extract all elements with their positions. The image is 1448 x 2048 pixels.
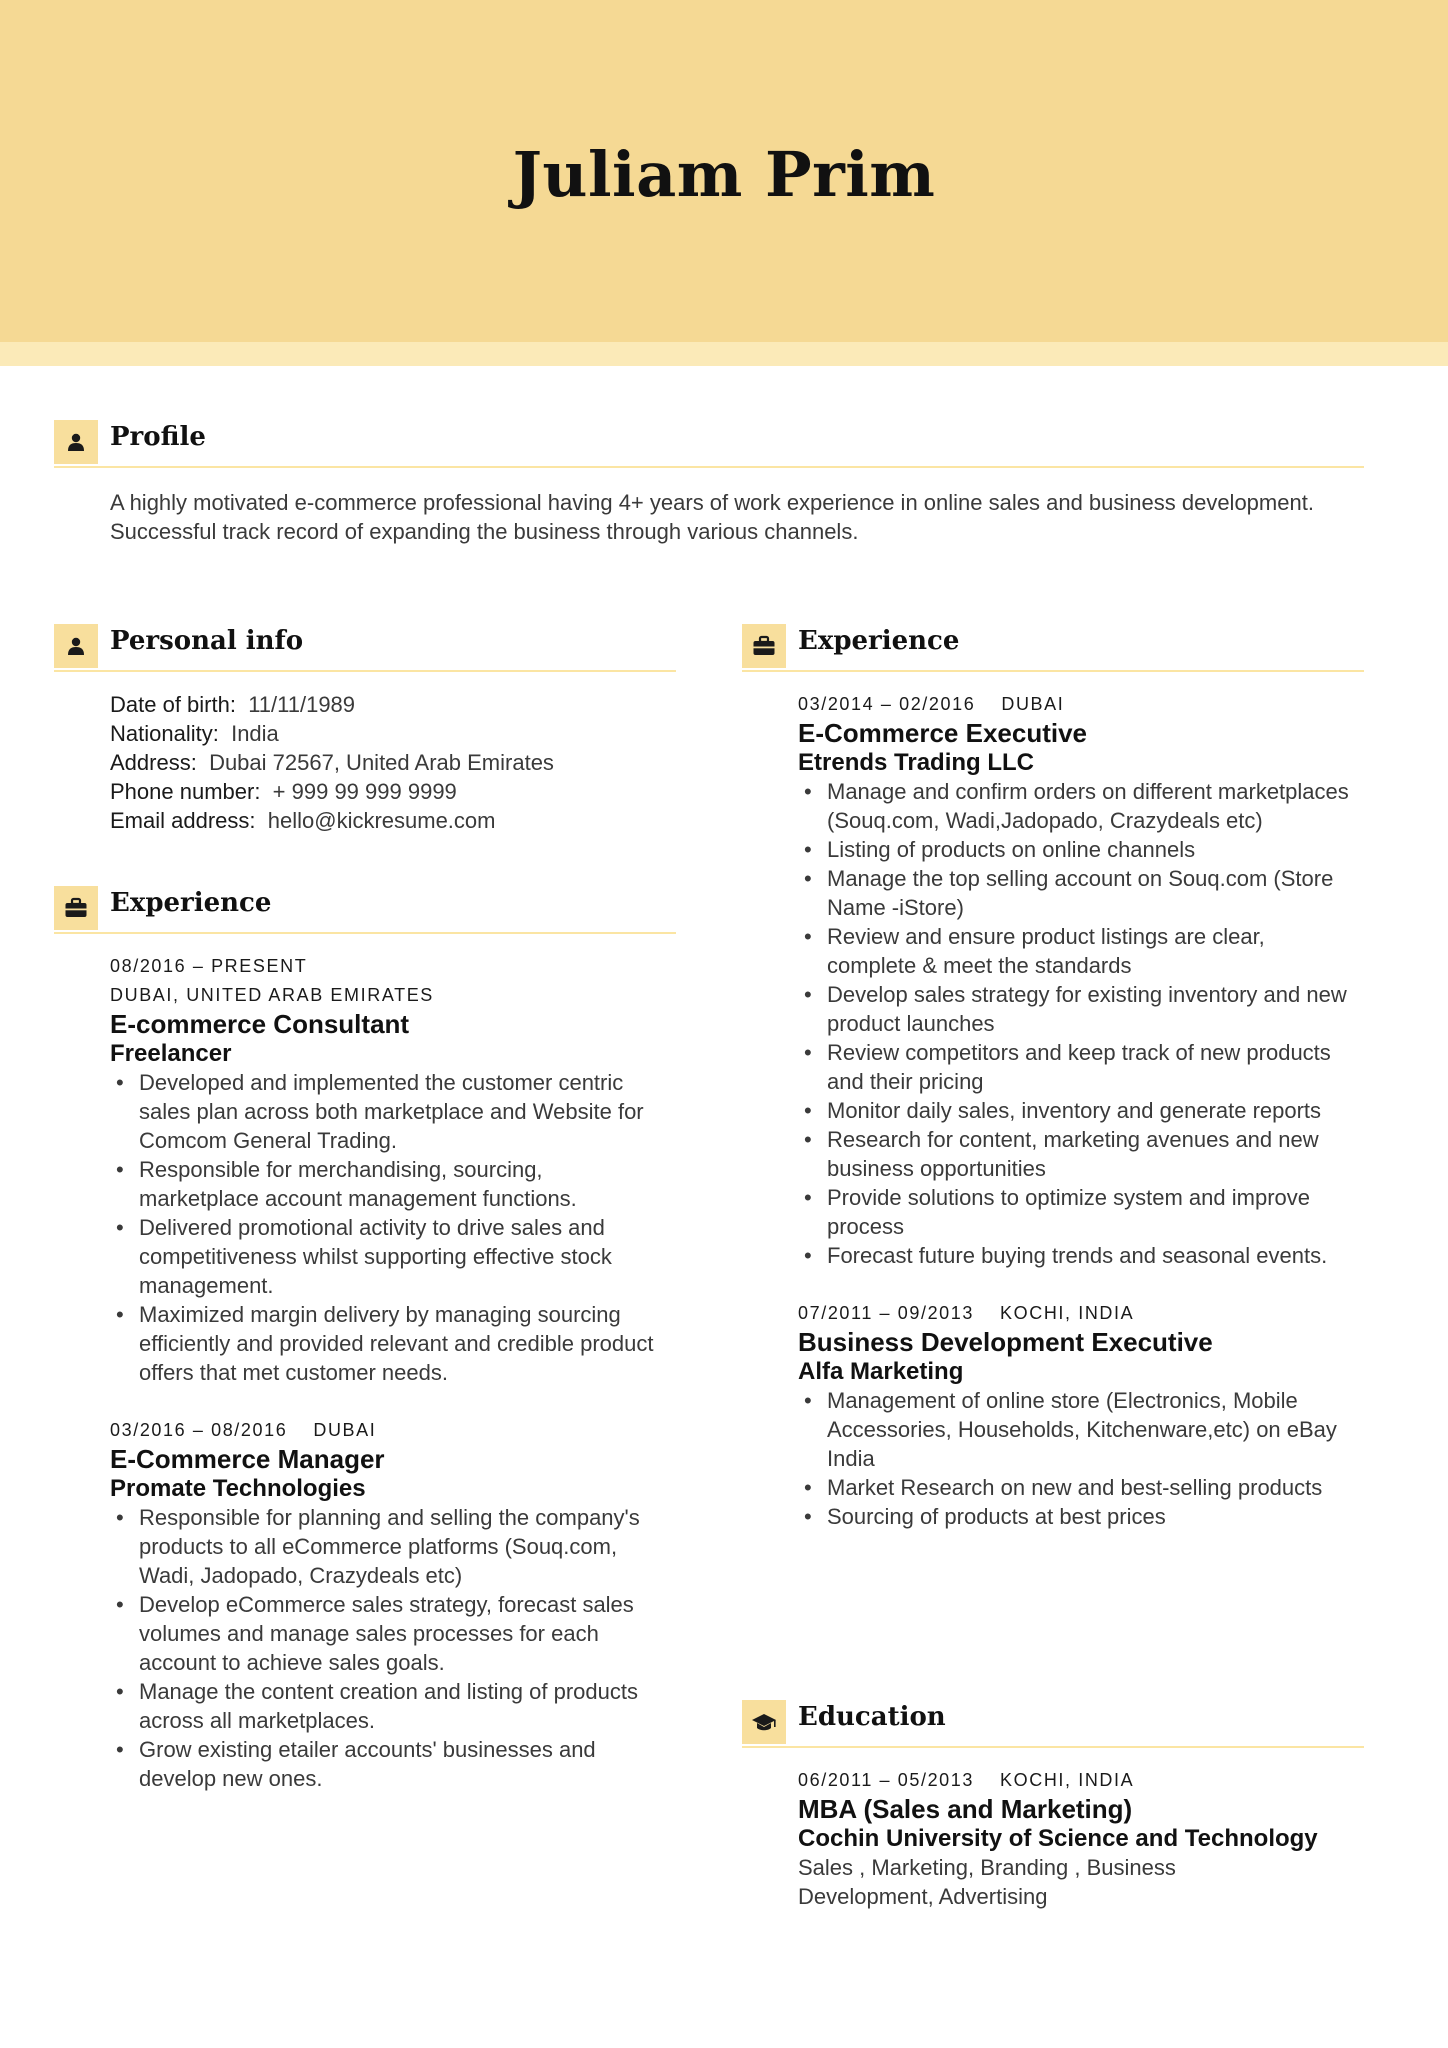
list-item: • Manage the top selling account on Souq.com (Store Name -iStore) — [798, 864, 1354, 922]
graduation-cap-icon — [742, 1700, 786, 1744]
job-bullets — [110, 1068, 666, 1387]
person-icon — [54, 420, 98, 464]
education-title: Education — [798, 1702, 946, 1732]
info-label: Nationality: — [110, 721, 219, 746]
job-location: KOCHI, INDIA — [1000, 1303, 1135, 1323]
list-item: • Review and ensure product listings are clear, complete & meet the standards — [798, 922, 1354, 980]
list-item: • Developed and implemented the customer centric sales plan across both marketplace and Website for Comcom General Trading. — [110, 1068, 666, 1155]
job-dates: 03/2016 – 08/2016 — [110, 1420, 288, 1440]
info-item-nationality — [110, 719, 676, 748]
job-ecommerce-consultant — [110, 952, 676, 1387]
job-ecommerce-executive — [798, 690, 1364, 1270]
profile-text: A highly motivated e-commerce professional having 4+ years of work experience in online sales and business development. Successful track record of expanding the business through various channels. — [110, 490, 1314, 544]
job-title: E-Commerce Executive — [798, 718, 1088, 748]
personal-info-header — [54, 624, 676, 672]
list-item: • Manage and confirm orders on different marketplaces (Souq.com, Wadi,Jadopado, Crazydeals etc) — [798, 777, 1354, 835]
education-header — [742, 1700, 1364, 1748]
list-item: • Research for content, marketing avenues and new business opportunities — [798, 1125, 1354, 1183]
info-label: Email address: — [110, 808, 256, 833]
job-dates-location — [798, 690, 1364, 719]
job-company: Freelancer — [110, 1040, 232, 1067]
info-value: India — [231, 721, 279, 746]
info-label: Phone number: — [110, 779, 261, 804]
list-item: • Monitor daily sales, inventory and generate reports — [798, 1096, 1354, 1125]
job-bullets — [798, 777, 1354, 1270]
list-item: • Listing of products on online channels — [798, 835, 1354, 864]
personal-info-title: Personal info — [110, 626, 304, 656]
list-item: • Responsible for merchandising, sourcing, marketplace account management functions. — [110, 1155, 666, 1213]
list-item: • Responsible for planning and selling the company's products to all eCommerce platforms (Souq.com, Wadi, Jadopado, Crazydeals etc) — [110, 1503, 666, 1590]
profile-header — [54, 420, 1364, 468]
info-value: hello@kickresume.com — [267, 808, 496, 833]
job-title: E-commerce Consultant — [110, 1009, 410, 1039]
info-label: Date of birth: — [110, 692, 236, 717]
education-description: Sales , Marketing, Branding , Business Development, Advertising — [798, 1855, 1176, 1909]
list-item: • Manage the content creation and listing of products across all marketplaces. — [110, 1677, 666, 1735]
list-item: • Management of online store (Electronics, Mobile Accessories, Households, Kitchenware,etc) on eBay India — [798, 1386, 1364, 1473]
list-item: • Maximized margin delivery by managing sourcing efficiently and provided relevant and credible product offers that met customer needs. — [110, 1300, 666, 1387]
candidate-name: Juliam Prim — [512, 138, 936, 211]
job-dates-location — [110, 1416, 676, 1445]
job-location: DUBAI — [313, 1420, 377, 1440]
info-item-phone — [110, 777, 676, 806]
job-title: Business Development Executive — [798, 1327, 1213, 1357]
job-dates: 07/2011 – 09/2013 — [798, 1303, 975, 1323]
education-location: KOCHI, INDIA — [1000, 1770, 1135, 1790]
info-item-dob — [110, 690, 676, 719]
info-label: Address: — [110, 750, 197, 775]
info-value: + 999 99 999 9999 — [272, 779, 457, 804]
list-item: • Forecast future buying trends and seasonal events. — [798, 1241, 1354, 1270]
list-item: • Grow existing etailer accounts' businesses and develop new ones. — [110, 1735, 666, 1793]
list-item: • Develop eCommerce sales strategy, forecast sales volumes and manage sales processes for each account to achieve sales goals. — [110, 1590, 666, 1677]
briefcase-icon — [54, 886, 98, 930]
experience-right-header — [742, 624, 1364, 672]
list-item: • Sourcing of products at best prices — [798, 1502, 1364, 1531]
education-degree: MBA (Sales and Marketing) — [798, 1794, 1133, 1824]
experience-right-title: Experience — [798, 626, 960, 656]
experience-left-section — [54, 886, 676, 1793]
job-company: Etrends Trading LLC — [798, 749, 1035, 776]
education-entry — [798, 1766, 1364, 1911]
info-item-address — [110, 748, 676, 777]
list-item: • Provide solutions to optimize system and improve process — [798, 1183, 1354, 1241]
personal-info-list — [110, 690, 676, 835]
list-item: • Delivered promotional activity to drive sales and competitiveness whilst supporting effective stock management. — [110, 1213, 666, 1300]
job-location: DUBAI — [1001, 694, 1065, 714]
job-business-development-executive — [798, 1299, 1364, 1531]
list-item: • Develop sales strategy for existing inventory and new product launches — [798, 980, 1354, 1038]
personal-info-section — [54, 624, 676, 835]
header-strip — [0, 342, 1448, 366]
education-school: Cochin University of Science and Technology — [798, 1825, 1318, 1852]
job-dates-location — [798, 1299, 1364, 1328]
profile-title: Profile — [110, 422, 206, 452]
job-bullets — [110, 1503, 666, 1793]
job-company: Promate Technologies — [110, 1475, 366, 1502]
list-item: • Review competitors and keep track of new products and their pricing — [798, 1038, 1354, 1096]
job-ecommerce-manager — [110, 1416, 676, 1793]
briefcase-icon — [742, 624, 786, 668]
job-dates: 08/2016 – PRESENT — [110, 956, 308, 976]
experience-left-title: Experience — [110, 888, 272, 918]
education-section — [742, 1700, 1364, 1911]
job-bullets — [798, 1386, 1364, 1531]
list-item: • Market Research on new and best-selling products — [798, 1473, 1364, 1502]
profile-section — [54, 420, 1364, 546]
job-company: Alfa Marketing — [798, 1358, 964, 1385]
job-dates: 03/2014 – 02/2016 — [798, 694, 976, 714]
education-dates-location — [798, 1766, 1364, 1795]
info-value: 11/11/1989 — [248, 692, 356, 717]
job-location: DUBAI, UNITED ARAB EMIRATES — [110, 985, 434, 1005]
education-dates: 06/2011 – 05/2013 — [798, 1770, 975, 1790]
experience-right-section — [742, 624, 1364, 1531]
experience-left-header — [54, 886, 676, 934]
info-value: Dubai 72567, United Arab Emirates — [209, 750, 554, 775]
person-icon — [54, 624, 98, 668]
job-title: E-Commerce Manager — [110, 1444, 385, 1474]
info-item-email — [110, 806, 676, 835]
